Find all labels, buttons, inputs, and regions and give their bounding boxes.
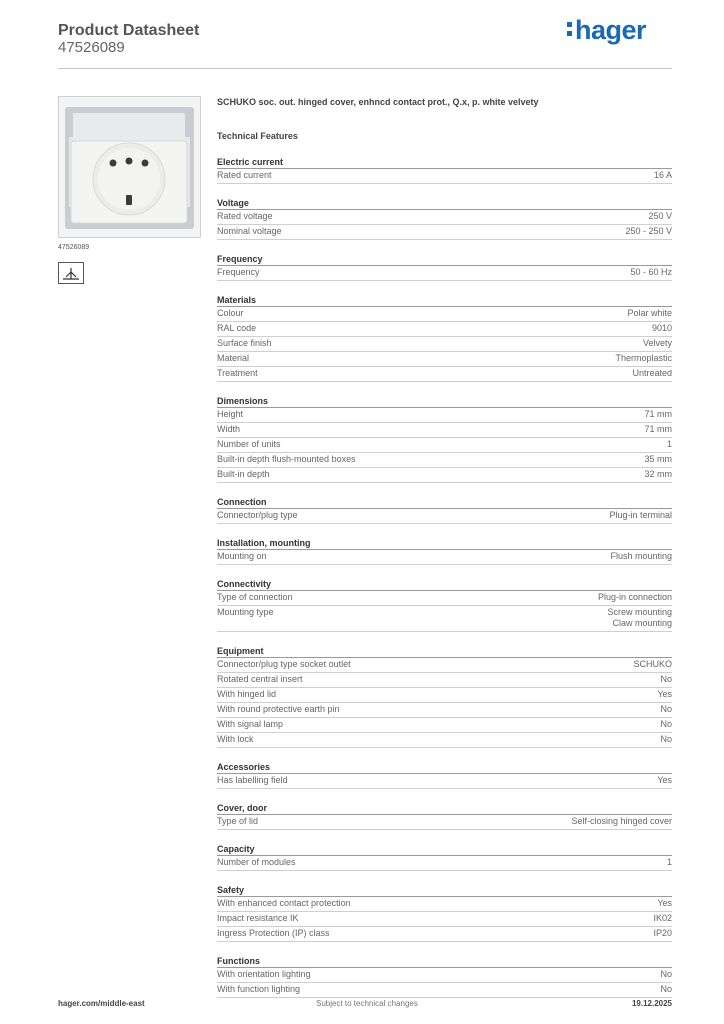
spec-label: Rotated central insert bbox=[217, 674, 303, 684]
spec-value-line: SCHUKO bbox=[633, 659, 672, 669]
spec-value bbox=[643, 338, 672, 349]
spec-value bbox=[657, 775, 672, 786]
spec-value-line: 32 mm bbox=[644, 469, 672, 479]
spec-label: Number of modules bbox=[217, 857, 296, 867]
spec-label: With round protective earth pin bbox=[217, 704, 340, 714]
spec-row bbox=[217, 266, 672, 281]
spec-value bbox=[657, 898, 672, 909]
spec-row bbox=[217, 453, 672, 468]
spec-value bbox=[667, 439, 672, 450]
spec-label: With function lighting bbox=[217, 984, 301, 994]
spec-row bbox=[217, 169, 672, 184]
section-title: Voltage bbox=[217, 197, 672, 210]
socket-outlet-icon bbox=[59, 97, 200, 237]
spec-label: With hinged lid bbox=[217, 689, 277, 699]
spec-value-line: Claw mounting bbox=[612, 618, 672, 628]
spec-row bbox=[217, 509, 672, 524]
terminal-symbol-icon bbox=[59, 263, 83, 283]
spec-label: Impact resistance IK bbox=[217, 913, 299, 923]
spec-section bbox=[217, 156, 672, 184]
features-heading: Technical Features bbox=[217, 131, 298, 141]
spec-value bbox=[615, 353, 672, 364]
spec-label: Colour bbox=[217, 308, 244, 318]
spec-section bbox=[217, 197, 672, 240]
page-title: Product Datasheet bbox=[58, 22, 200, 39]
spec-label: With lock bbox=[217, 734, 254, 744]
spec-value bbox=[633, 659, 672, 670]
spec-section bbox=[217, 253, 672, 281]
spec-value-line: 50 - 60 Hz bbox=[630, 267, 672, 277]
spec-value-line: 35 mm bbox=[644, 454, 672, 464]
spec-label: Connector/plug type socket outlet bbox=[217, 659, 351, 669]
spec-value-line: 71 mm bbox=[644, 409, 672, 419]
spec-row bbox=[217, 591, 672, 606]
spec-row bbox=[217, 352, 672, 367]
spec-value bbox=[644, 409, 672, 420]
spec-value bbox=[625, 226, 672, 237]
spec-label: Rated current bbox=[217, 170, 272, 180]
spec-row bbox=[217, 983, 672, 998]
spec-row bbox=[217, 703, 672, 718]
product-image bbox=[58, 96, 201, 238]
spec-row bbox=[217, 337, 672, 352]
section-title: Frequency bbox=[217, 253, 672, 266]
spec-value bbox=[571, 816, 672, 827]
spec-label: Mounting on bbox=[217, 551, 267, 561]
spec-row bbox=[217, 550, 672, 565]
spec-value-line: Yes bbox=[657, 775, 672, 785]
spec-value-line: 1 bbox=[666, 439, 672, 449]
section-title: Installation, mounting bbox=[217, 537, 672, 550]
spec-section bbox=[217, 884, 672, 942]
product-title: SCHUKO soc. out. hinged cover, enhncd contact prot., Q.x, p. white velvety bbox=[217, 97, 539, 107]
spec-value-line: No bbox=[660, 719, 672, 729]
spec-row bbox=[217, 658, 672, 673]
spec-value-line: Yes bbox=[657, 898, 672, 908]
section-title: Connection bbox=[217, 496, 672, 509]
spec-row bbox=[217, 733, 672, 748]
spec-label: With enhanced contact protection bbox=[217, 898, 351, 908]
spec-value bbox=[667, 857, 672, 868]
spec-section bbox=[217, 761, 672, 789]
spec-row bbox=[217, 927, 672, 942]
spec-value bbox=[627, 308, 672, 319]
spec-value-line: Flush mounting bbox=[610, 551, 672, 561]
spec-label: Width bbox=[217, 424, 241, 434]
spec-value-line: Screw mounting bbox=[607, 607, 672, 617]
section-title: Dimensions bbox=[217, 395, 672, 408]
spec-value bbox=[660, 734, 672, 745]
spec-label: Frequency bbox=[217, 267, 260, 277]
section-title: Cover, door bbox=[217, 802, 672, 815]
spec-value-line: No bbox=[660, 984, 672, 994]
spec-row bbox=[217, 856, 672, 871]
spec-section bbox=[217, 578, 672, 632]
spec-value-line: IP20 bbox=[653, 928, 672, 938]
spec-section bbox=[217, 537, 672, 565]
spec-row bbox=[217, 307, 672, 322]
spec-value-line: 1 bbox=[666, 857, 672, 867]
spec-value bbox=[610, 551, 672, 562]
footer-date: 19.12.2025 bbox=[631, 999, 672, 1008]
section-title: Equipment bbox=[217, 645, 672, 658]
section-title: Connectivity bbox=[217, 578, 672, 591]
spec-label: Height bbox=[217, 409, 244, 419]
section-title: Functions bbox=[217, 955, 672, 968]
spec-row bbox=[217, 673, 672, 688]
spec-value-line: Yes bbox=[657, 689, 672, 699]
spec-value-line: No bbox=[660, 674, 672, 684]
spec-label: Connector/plug type bbox=[217, 510, 298, 520]
spec-value bbox=[644, 469, 672, 480]
spec-value bbox=[660, 984, 672, 995]
brand-name: hager bbox=[575, 15, 647, 45]
spec-label: Ingress Protection (IP) class bbox=[217, 928, 330, 938]
spec-value bbox=[653, 928, 672, 939]
spec-label: Built-in depth bbox=[217, 469, 270, 479]
section-title: Capacity bbox=[217, 843, 672, 856]
spec-value bbox=[644, 454, 672, 465]
spec-value bbox=[648, 211, 672, 222]
spec-value-line: Plug-in terminal bbox=[609, 510, 672, 520]
spec-label: Type of lid bbox=[217, 816, 259, 826]
spec-label: Mounting type bbox=[217, 607, 274, 617]
spec-value-line: Thermoplastic bbox=[615, 353, 672, 363]
image-caption: 47526089 bbox=[58, 244, 90, 251]
section-title: Safety bbox=[217, 884, 672, 897]
spec-value bbox=[657, 689, 672, 700]
spec-row bbox=[217, 912, 672, 927]
spec-row bbox=[217, 423, 672, 438]
spec-value-line: Plug-in connection bbox=[597, 592, 672, 602]
spec-row bbox=[217, 225, 672, 240]
technical-features bbox=[217, 96, 672, 1011]
spec-row bbox=[217, 438, 672, 453]
spec-row bbox=[217, 606, 672, 632]
spec-value-line: 16 A bbox=[653, 170, 672, 180]
spec-value bbox=[660, 674, 672, 685]
spec-section bbox=[217, 802, 672, 830]
spec-value-line: 9010 bbox=[651, 323, 672, 333]
spec-row bbox=[217, 774, 672, 789]
spec-value bbox=[598, 592, 672, 603]
product-number: 47526089 bbox=[58, 39, 125, 56]
spec-value-line: No bbox=[660, 734, 672, 744]
spec-label: Treatment bbox=[217, 368, 258, 378]
spec-label: Surface finish bbox=[217, 338, 272, 348]
spec-value-line: 250 - 250 V bbox=[625, 226, 672, 236]
spec-label: Type of connection bbox=[217, 592, 293, 602]
spec-value-line: No bbox=[660, 704, 672, 714]
spec-section bbox=[217, 294, 672, 382]
feature-sections bbox=[217, 156, 672, 998]
spec-value-line: Polar white bbox=[627, 308, 672, 318]
header-divider bbox=[58, 68, 672, 69]
spec-label: Material bbox=[217, 353, 250, 363]
spec-label: With orientation lighting bbox=[217, 969, 311, 979]
spec-row bbox=[217, 897, 672, 912]
spec-value bbox=[632, 368, 672, 379]
spec-row bbox=[217, 468, 672, 483]
spec-section bbox=[217, 955, 672, 998]
spec-label: With signal lamp bbox=[217, 719, 284, 729]
spec-value bbox=[660, 719, 672, 730]
spec-row bbox=[217, 718, 672, 733]
spec-value-line: 250 V bbox=[648, 211, 672, 221]
spec-label: Nominal voltage bbox=[217, 226, 282, 236]
spec-value bbox=[660, 969, 672, 980]
spec-row bbox=[217, 322, 672, 337]
spec-section bbox=[217, 645, 672, 748]
section-title: Electric current bbox=[217, 156, 672, 169]
spec-value bbox=[630, 267, 672, 278]
section-title: Materials bbox=[217, 294, 672, 307]
spec-label: Built-in depth flush-mounted boxes bbox=[217, 454, 356, 464]
spec-value-line: No bbox=[660, 969, 672, 979]
spec-value bbox=[652, 323, 672, 334]
spec-label: Has labelling field bbox=[217, 775, 288, 785]
spec-row bbox=[217, 688, 672, 703]
spec-row bbox=[217, 210, 672, 225]
spec-row bbox=[217, 968, 672, 983]
spec-label: RAL code bbox=[217, 323, 257, 333]
spec-label: Rated voltage bbox=[217, 211, 273, 221]
footer-website: hager.com/middle-east bbox=[58, 999, 145, 1008]
spec-row bbox=[217, 408, 672, 423]
hager-logo bbox=[567, 15, 646, 46]
spec-value-line: IK02 bbox=[653, 913, 672, 923]
spec-value bbox=[609, 510, 672, 521]
spec-value bbox=[653, 913, 672, 924]
spec-value bbox=[607, 607, 672, 629]
footer-note: Subject to technical changes bbox=[316, 999, 418, 1008]
spec-row bbox=[217, 367, 672, 382]
spec-section bbox=[217, 843, 672, 871]
spec-value-line: Untreated bbox=[632, 368, 672, 378]
spec-value-line: Velvety bbox=[642, 338, 672, 348]
plug-in-terminal-symbol bbox=[58, 262, 84, 284]
spec-value-line: 71 mm bbox=[644, 424, 672, 434]
spec-section bbox=[217, 395, 672, 483]
spec-section bbox=[217, 496, 672, 524]
spec-value-line: Self-closing hinged cover bbox=[571, 816, 672, 826]
spec-label: Number of units bbox=[217, 439, 281, 449]
logo-colon-icon bbox=[567, 21, 573, 38]
spec-value bbox=[654, 170, 672, 181]
spec-value bbox=[660, 704, 672, 715]
spec-value bbox=[644, 424, 672, 435]
spec-row bbox=[217, 815, 672, 830]
section-title: Accessories bbox=[217, 761, 672, 774]
